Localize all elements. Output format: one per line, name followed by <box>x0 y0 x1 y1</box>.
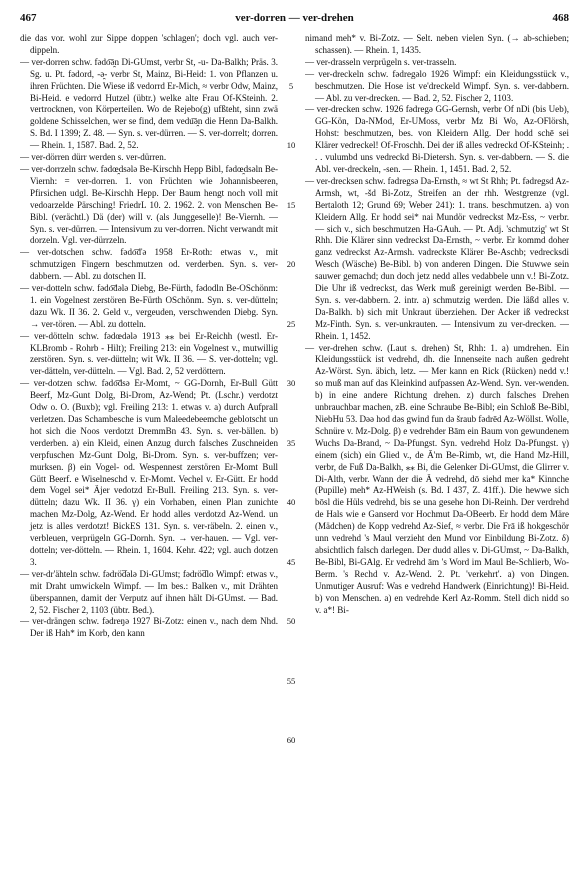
entry-ver-doetteln: — ver-dötteln schw. fədœdələ 1913 ⁎⁎ bei Er-Reichh (westl. Er-KLBromb - Rohrb - Hilt); Freiling 213: ein Vogelnest v., mutwillig zerstören. Syn. s. ver-dütteln; wit Wk. II 36. — S. ver-dotteln; vgl. ver-dätteln, ver-dütteln. — Vgl. Bad. 2, 52 verdöttern. <box>20 330 278 377</box>
line-number: 60 <box>286 735 296 745</box>
right-column <box>305 33 569 865</box>
entry-continuation: nimand meh* v. Bi-Zotz. — Selt. neben vielen Syn. (→ ab-schieben; schassen). — Rhein. 1, 1435. <box>305 33 569 55</box>
line-numbers <box>281 33 301 865</box>
entry-ver-drasseln: — ver-drasseln verprügeln s. ver-trasseln. <box>305 56 457 67</box>
entry-ver-draengen: — ver-drängen schw. fədreŋə 1927 Bi-Zotz: einen v., nach dem Nhd. Der iß Hah* im Korb, den kann <box>20 616 278 639</box>
line-number: 5 <box>288 81 294 91</box>
line-number: 45 <box>286 557 296 567</box>
line-number: 10 <box>286 140 296 150</box>
line-number: 30 <box>286 378 296 388</box>
line-number: 25 <box>286 319 296 329</box>
entry-ver-dreckeln: — ver-dreckeln schw. fədregəlo 1926 Wimpf: ein Kleidungsstück v., beschmutzen. Die Hose ist ve'dreckeld Wimpf. Syn. s. ver-dabbern. — Abl. zu ver-drecken. — Bad. 2, 52. Fischer 2, 1103. <box>305 68 569 103</box>
entry-ver-dorren: — ver-dorren schw. fədo͞ə̯n Di-GUmst, verbr St, -u- Da-Balkh; Präs. 3. Sg. u. Pt. fədord, -ə̯- verbr St, Mainz, Bi-Heid: 1. von Pflanzen u. ihren Früchten. Die Wiese iß vedorrd Er-Mich, ≈ verbr Odw, Mainz, Bi-Heid. e vedorrd Hutzel (übtr.) welke alte Frau Of-KSteinh. 2. vertrocknen, von Körperteilen. Wo de Rejebo(g) ufßteht, sinn zwä goldene Schisselchen, wer se find, dem vedu͞ə̯n die Henn Da-Balkh. S. Bd. I 1399; Z. 48. — Syn. s. ver-dürren. — S. ver-dorrelt; dorren. — Rhein. 1, 1587. Bad. 2, 52. <box>20 56 278 151</box>
line-number: 40 <box>286 497 296 507</box>
entry-ver-draehteln: — ver-dr'ähteln schw. fədrö͞dələ Di-GUmst; fədrö͞dlo Wimpf: etwas v., mit Draht umwickeln Wimpf. — Im bes.: Balken v., mit Drähten überspannen, damit der Verputz auf ihnen hält Di-GUmst. — Bad. 2, 52. Fischer 2, 1103 (übtr. Bed.). <box>20 568 278 615</box>
entry-continuation: die das vor. wohl zur Sippe doppen 'schlagen'; doch vgl. auch ver-dippeln. <box>20 33 278 55</box>
entry-ver-doerren: — ver-dörren dürr werden s. ver-dürren. <box>20 152 167 163</box>
entry-ver-drecken: — ver-drecken schw. 1926 fədregə GG-Gernsh, verbr Of nDi (bis Ueb), GG-Kön, Da-NMod, Er-UMoss, verbr Mz Bi Wo, Az-OFlörsh, Hohst: beschmutzen, bes. von Kleidern Allg. Der hodd schē sei Klärer vedreckel! Of-Froschh. Dei der iß alles vedreckd Of-KSteinh; . . . vulumbd uns vedreckd Bi-Dietersh. Syn. s. ver-dabbern. — S. die Abl. ver-dreckeln, -sen. — Rhein. 1, 1451. Bad. 2, 52. <box>305 104 569 174</box>
entry-ver-drecksen: — ver-drecksen schw. fədregsə Da-Ernsth, ≈ wt St Rhh; Pt. fədregsd Az-Armsh, wt, -šd Bi-Zotz, Streifen an der rhh. Westgrenze (vgl. Bertaloth 12; Grund 69; Weber 241): 1. trans. beschmutzen. a) von Kleidern Allg. Er hodd sei* nai Mundör vedreckst Mz-Ess, ~ verbr. — sich v., sich beschmutzen Ha-GAuh. — Pt. Adj. 'schmutzig' wt St Rhh. Die Klärer sinn vedreckst Da-Ernsth, ~ verbr. Er kommd doher ganz vedreckst Az-Armsh. vadreckste Klärer Be-Aschb; vedrecksdi Wesch (Wäsche) Be-Bibl. b) von anderen Dingen. Die Stuwwe sein sauwer gemachd; dun doch jetz nedd alles vedabbele unn v.! Bi-Zotz. Die Uhr iß vedreckst, das Werk muß gereinigt werden Be-Bibl. — Syn. s. ver-dabbern. 2. intr. a) schmutzig werden. Die läßd alles v. Da-Balkh. b) sich mit Unkraut überziehen. Der Acker iß vedreckst Mz-Finth. Syn. s. ver-unkrauten. — Intensivum zu ver-drecken. — Rhein. 1, 1452. <box>305 175 569 341</box>
line-number: 55 <box>286 676 296 686</box>
page-number-left: 467 <box>20 12 37 24</box>
line-number: 15 <box>286 200 296 210</box>
entry-ver-dotzen: — ver-dotzen schw. fədo͞dsə Er-Momt, ~ GG-Dornh, Er-Bull Gütt Beerf, Mz-Gunt Dolg, Bi-Drom, Az-Wend; Pt. (Lschr.) verdotzt Odw o. O. (Buxb); vgl. Freiling 213: 1. etwas v. a) durch Aufprall verletzen. Das Schambesche is vum Maleedebeemche geblotscht un hot sich die Noos verdotzt DremmBn 43. Syn. s. ver-bällen. b) verderben. a) ein Kleid, einen Anzug durch falsches Zuschneiden verpfuschen Mz-Gunt Dolg, Bi-Drom. Syn. s. ver-buffzen; ver-murksen. β) ein Vogel- od. Wespennest zerstören Er-Momt Bull Gütt Beerf. e Wiselneschd v. Er-Momt. Vechel v. Er-Gütt. Er hodd dem Vogel sei* Äjer vedotzd Er-Bull. Freiling 213. Syn. s. ver-dütteln; dazu Wk. II 36. γ) ein Vorhaben, einen Plan zunichte machen Mz-Dolg, Az-Wend. Er hodd alles verdotzd Az-Wend. un jetz is alles verdotzt! BickES 131. Syn. s. ver-räbeln. 2. einen v., verbleuen, verprügeln GG-Dornh. Syn. → ver-hauen. — Vgl. ver-dotteln; ver-dötteln. — Rhein. 1, 1604. Kehr. 422; vgl. auch dotzen 3. <box>20 378 278 567</box>
entry-ver-drehen: — ver-drehen schw. (Laut s. drehen) St, Rhh: 1. a) umdrehen. Ein Kleidungsstück ist vedrehd, dh. die Innenseite nach außen gedreht Az-Wörst. Syn. äbich, letz. — Mer kann en Rick (Rücken) nedd v.! so muß man auf das Kleinkind aufpassen Az-Wend. Syn. ver-wenden. b) in eine andere Richtung drehen. z) durch falsches Drehen unbrauchbar machen, zB. eine Schraube Be-Bibl; ein Schloß Be-Bibl, NiebHu 53. Dəə hod dəs gwind fun də šraub fədrēd Az-Wöllst. Wolle, Schnüre v. Mz-Dolg. β) e vedrehder Bām ein Baum von gewundenem Wuchs Da-Brand, ~ Da-Pfungst. Syn. vedrehd Holz Da-Pfungst. γ) einem (sich) ein Glied v., de Ā'm Be-Rimb, wt, die Hand Mz-Hill, verbr, de Fuß Da-Balkh, ⁎⁎ Bi, die Gelenker Di-GUmst, die Glirrer v. Di-Alth, verbr. Wann der die Ä vedrehd, dō siehd mer ka* Kinnche (Pupille) meh* Az-HWeish (s. Bd. I 437, Z. 41ff.). Die hewwe sich bōsl die Hüls vedrehd, bis se una gesehe hon Di-Reinh. Der verdrehd de Hals wie e Ganserd vor Hochmut Da-OBeerb. Er hodd dem Märe (Mädchen) de Kopp vedrehd Az-Sief, ≈ verbr. Die Frā iß hokgeschör unn vedrehd 's Maul verzieht den Mund vor Einbildung Bi-Zotz. δ) absichtlich falsch darlegen. Der dudd alles v. Di-GUmst, ~ Da-Balkh, Be-Bibl, Bi-GAlg. Er vedrehd ām 's Word im Maul Be-Schlierb, Wo-Berm. 's Rechd v. Az-Wend. 2. Pt. 'verkehrt'. a) von Dingen. Unmutiger Ausruf: Was e vedrehd Handwerk (Einrichtung)! Bi-Heid. b) von Menschen. a) en vedrehde Kerl Az-Romm. Stell dich nidd so v. a*! Bi- <box>305 342 569 615</box>
left-column <box>20 33 278 865</box>
line-number: 35 <box>286 438 296 448</box>
line-number: 20 <box>286 259 296 269</box>
entry-ver-dotteln: — ver-dotteln schw. fədo͞dələ Diebg, Be-Fürth, fədodln Be-OSchönm: 1. ein Vogelnest zerstören Be-Fürth OSchönm. Syn. s. ver-dütteln; dazu Wk. II 36. 2. Geld v., vergeuden, verschwenden Diebg. Syn. → ver-tören. — Abl. zu dotteln. <box>20 283 278 329</box>
running-header <box>20 8 569 28</box>
running-head-title: ver-dorren — ver-drehen <box>235 12 354 24</box>
entry-ver-dorrzeln: — ver-dorrzeln schw. fədœ̯dsələ Be-Kirschh Hepp Bibl, fədœ̯dsəln Be-Viernh: = ver-dorren. 1. von Früchten wie Johannisbeeren, Pfirsichen udgl. Be-Kirschh Hepp. Der Baum hengt noch voll mit vedoarzelde Pärsching! FriedrL 10. 2. 1962. 2. von Menschen Be-Bibl. (verächtl.) Dä (der) will v. (als Junggeselle)! Be-Viernh. — Syn. s. ver-dürren. — Intensivum zu ver-dorren. Nicht verwandt mit dorzeln. Vgl. ver-dürrzeln. <box>20 163 278 246</box>
page-number-right: 468 <box>552 12 569 24</box>
line-number: 50 <box>286 616 296 626</box>
entry-ver-dotschen: — ver-dotschen schw. fədo͞ďə 1958 Er-Roth: etwas v., mit schmutzigen Fingern beschmutzen od. verderben. Syn. s. ver-dabbern. — Abl. zu dotschen II. <box>20 247 278 282</box>
